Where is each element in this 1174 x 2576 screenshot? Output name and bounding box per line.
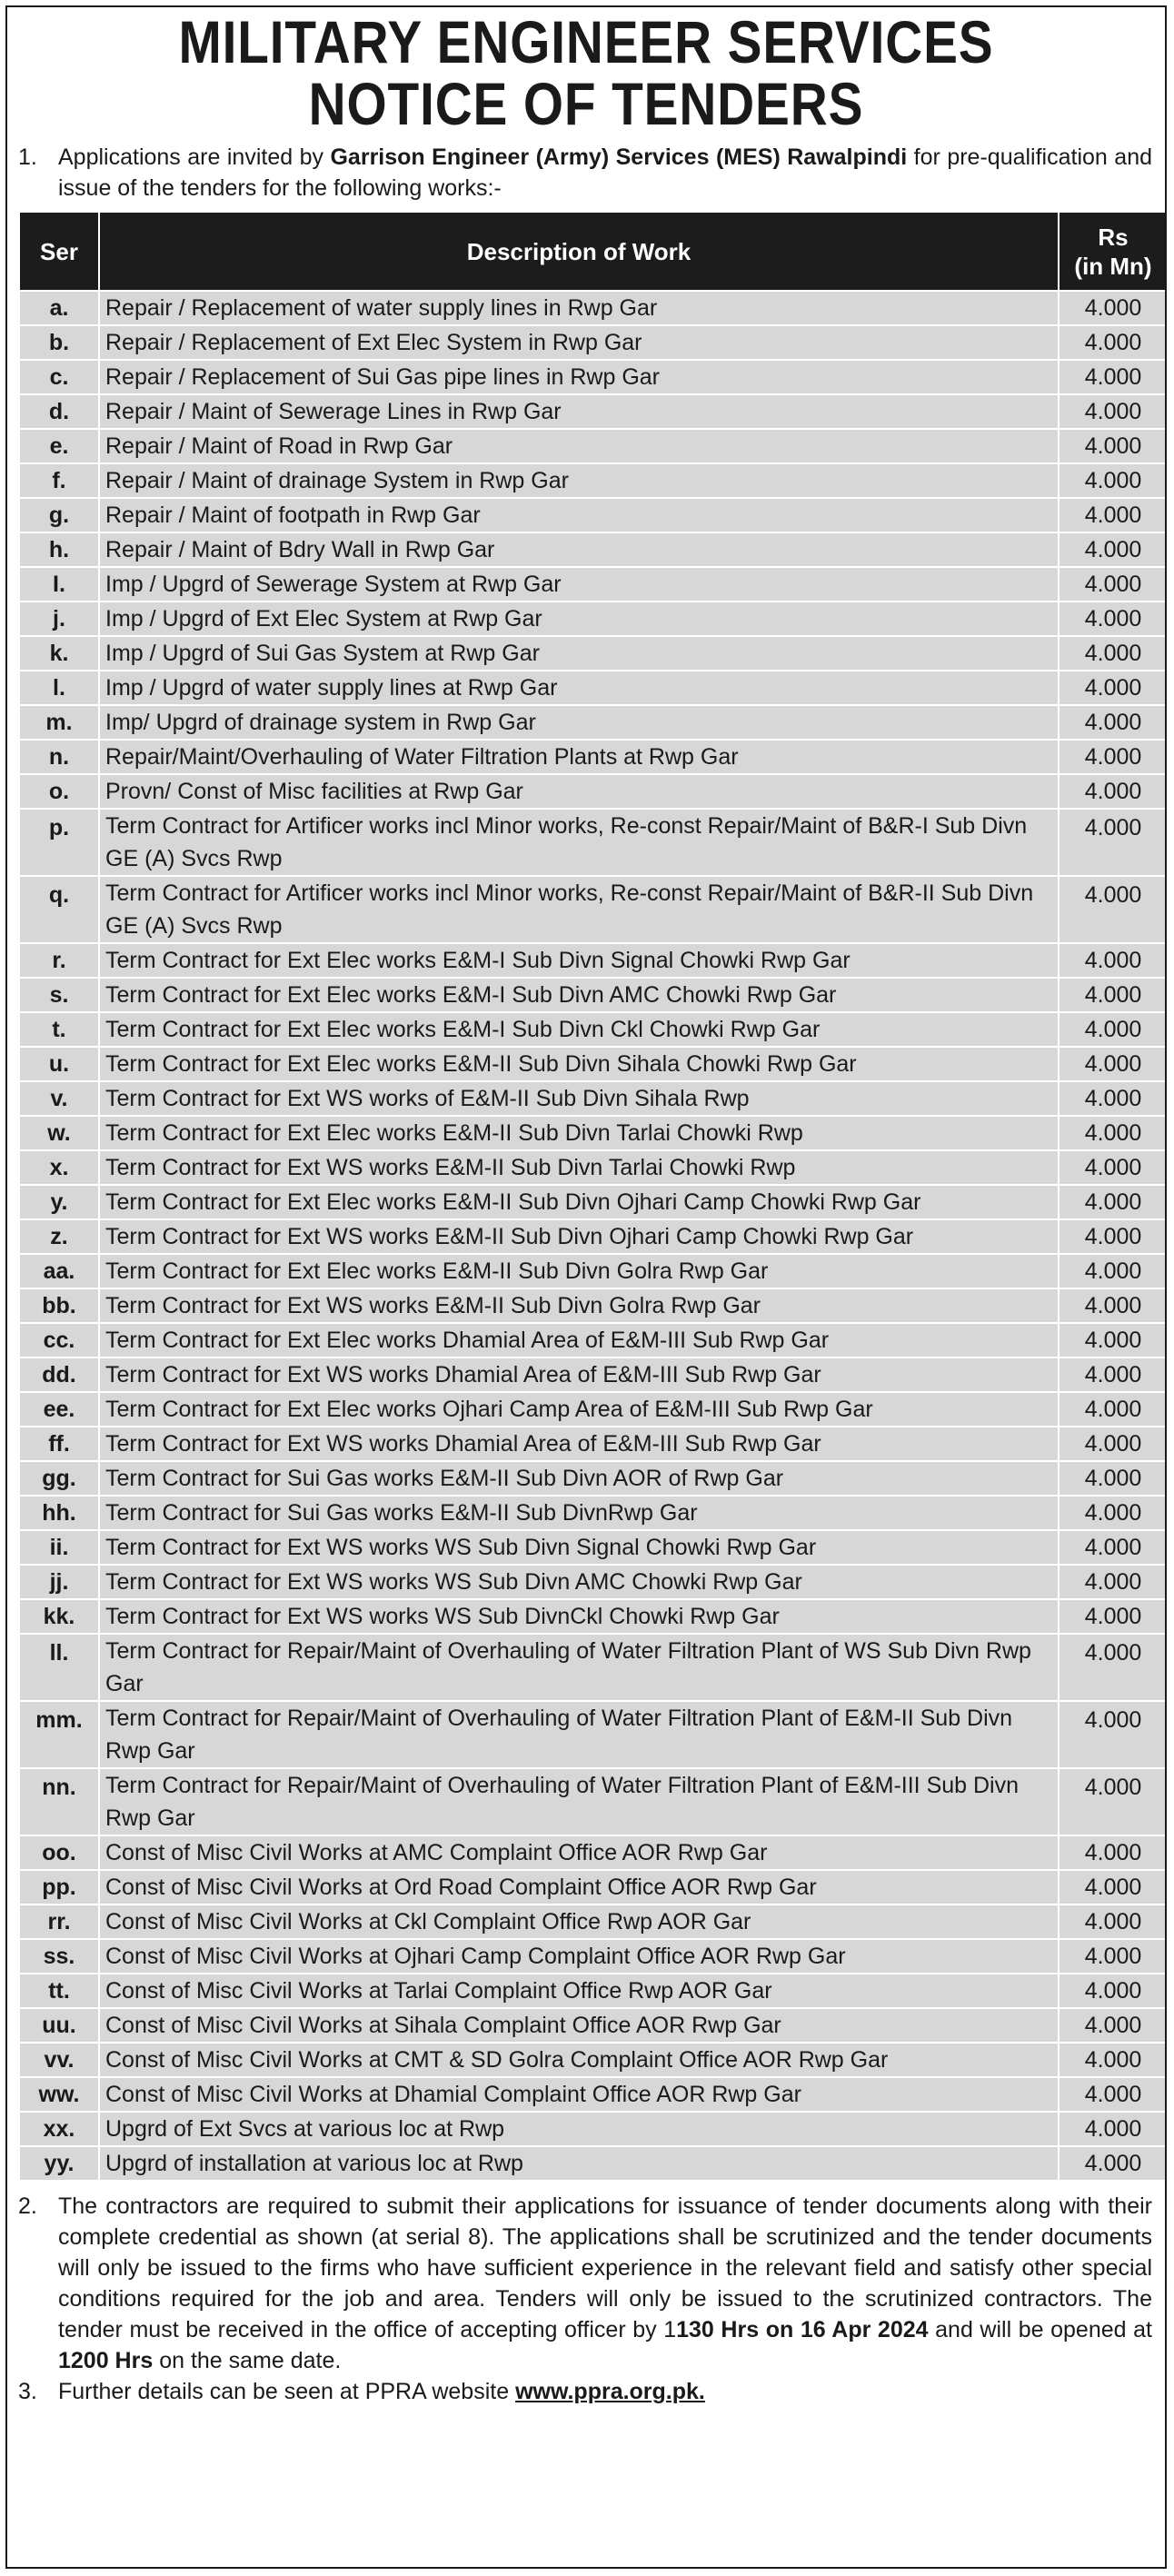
row-description: Repair / Maint of Bdry Wall in Rwp Gar (99, 532, 1059, 567)
row-amount: 4.000 (1059, 1219, 1167, 1254)
row-amount: 4.000 (1059, 636, 1167, 671)
row-amount: 4.000 (1059, 1835, 1167, 1870)
row-amount: 4.000 (1059, 1081, 1167, 1116)
row-amount: 4.000 (1059, 360, 1167, 394)
row-description: Repair / Maint of footpath in Rwp Gar (99, 498, 1059, 532)
table-row (19, 325, 1167, 360)
row-ser: e. (19, 429, 99, 463)
table-row (19, 2043, 1167, 2077)
row-description: Provn/ Const of Misc facilities at Rwp Gar (99, 774, 1059, 809)
paragraph-text: on the same date. (153, 2348, 342, 2373)
row-amount: 4.000 (1059, 809, 1167, 876)
table-row (19, 1288, 1167, 1323)
row-description: Term Contract for Ext WS works E&M-II Sub Divn Ojhari Camp Chowki Rwp Gar (99, 1219, 1059, 1254)
row-description: Imp / Upgrd of Sewerage System at Rwp Gar (99, 567, 1059, 602)
row-amount: 4.000 (1059, 1870, 1167, 1905)
paragraph-number: 3. (18, 2379, 37, 2404)
table-header-row (19, 212, 1167, 291)
row-ser: yy. (19, 2146, 99, 2181)
table-row (19, 1012, 1167, 1047)
row-amount: 4.000 (1059, 2008, 1167, 2043)
table-row (19, 463, 1167, 498)
row-amount: 4.000 (1059, 943, 1167, 978)
row-amount: 4.000 (1059, 1116, 1167, 1150)
row-amount: 4.000 (1059, 1323, 1167, 1358)
row-description: Term Contract for Ext Elec works E&M-I Sub Divn Signal Chowki Rwp Gar (99, 943, 1059, 978)
table-row (19, 1905, 1167, 1939)
row-description: Const of Misc Civil Works at AMC Complaint Office AOR Rwp Gar (99, 1835, 1059, 1870)
row-description: Term Contract for Ext Elec works E&M-II Sub Divn Ojhari Camp Chowki Rwp Gar (99, 1185, 1059, 1219)
paragraph-number: 1. (18, 144, 37, 170)
row-amount: 4.000 (1059, 1288, 1167, 1323)
row-ser: g. (19, 498, 99, 532)
row-amount: 4.000 (1059, 567, 1167, 602)
row-description: Const of Misc Civil Works at Ckl Complaint Office Rwp AOR Gar (99, 1905, 1059, 1939)
row-description: Const of Misc Civil Works at Tarlai Complaint Office Rwp AOR Gar (99, 1974, 1059, 2008)
paragraph-number: 2. (18, 2193, 37, 2219)
row-ser: ww. (19, 2077, 99, 2112)
row-description: Repair / Replacement of Ext Elec System in Rwp Gar (99, 325, 1059, 360)
row-description: Term Contract for Ext WS works Dhamial Area of E&M-III Sub Rwp Gar (99, 1358, 1059, 1392)
row-description: Repair/Maint/Overhauling of Water Filtration Plants at Rwp Gar (99, 740, 1059, 774)
row-amount: 4.000 (1059, 291, 1167, 325)
row-description: Upgrd of Ext Svcs at various loc at Rwp (99, 2112, 1059, 2146)
row-ser: gg. (19, 1461, 99, 1496)
row-description: Repair / Maint of drainage System in Rwp Gar (99, 463, 1059, 498)
table-row (19, 740, 1167, 774)
row-ser: z. (19, 1219, 99, 1254)
paragraph-text: for pre-qualification and issue of the tenders for the following works:- (58, 144, 1152, 201)
row-amount: 4.000 (1059, 671, 1167, 705)
table-row (19, 1047, 1167, 1081)
works-table (18, 211, 1167, 2182)
row-description: Term Contract for Ext Elec works E&M-II Sub Divn Sihala Chowki Rwp Gar (99, 1047, 1059, 1081)
row-description: Term Contract for Ext Elec works E&M-II Sub Divn Tarlai Chowki Rwp (99, 1116, 1059, 1150)
row-description: Repair / Maint of Sewerage Lines in Rwp Gar (99, 394, 1059, 429)
row-ser: j. (19, 602, 99, 636)
row-amount: 4.000 (1059, 1012, 1167, 1047)
row-amount: 4.000 (1059, 1358, 1167, 1392)
table-row (19, 876, 1167, 943)
table-row (19, 1254, 1167, 1288)
table-row (19, 1461, 1167, 1496)
table-row (19, 2077, 1167, 2112)
row-amount: 4.000 (1059, 602, 1167, 636)
organization-name: Garrison Engineer (Army) Services (MES) Rawalpindi (330, 144, 908, 170)
table-row (19, 360, 1167, 394)
row-amount: 4.000 (1059, 774, 1167, 809)
row-amount: 4.000 (1059, 1496, 1167, 1530)
row-amount: 4.000 (1059, 1905, 1167, 1939)
row-description: Const of Misc Civil Works at Ojhari Camp Complaint Office AOR Rwp Gar (99, 1939, 1059, 1974)
table-row (19, 602, 1167, 636)
row-description: Imp/ Upgrd of drainage system in Rwp Gar (99, 705, 1059, 740)
row-amount: 4.000 (1059, 394, 1167, 429)
paragraph-text: and will be opened at (928, 2317, 1152, 2342)
paragraph-3 (7, 2376, 1165, 2407)
row-description: Term Contract for Ext WS works WS Sub Divn Signal Chowki Rwp Gar (99, 1530, 1059, 1565)
table-row (19, 1185, 1167, 1219)
table-row (19, 1358, 1167, 1392)
paragraph-2 (7, 2191, 1165, 2376)
row-ser: mm. (19, 1701, 99, 1768)
row-ser: xx. (19, 2112, 99, 2146)
row-description: Term Contract for Ext WS works WS Sub Divn AMC Chowki Rwp Gar (99, 1565, 1059, 1599)
row-description: Term Contract for Repair/Maint of Overhauling of Water Filtration Plant of E&M-III Sub Divn Rwp Gar (99, 1768, 1059, 1835)
table-row (19, 394, 1167, 429)
row-ser: ff. (19, 1427, 99, 1461)
row-description: Term Contract for Artificer works incl Minor works, Re-const Repair/Maint of B&R-I Sub Divn GE (A) Svcs Rwp (99, 809, 1059, 876)
row-ser: o. (19, 774, 99, 809)
table-row (19, 2008, 1167, 2043)
table-row (19, 636, 1167, 671)
row-ser: ee. (19, 1392, 99, 1427)
row-ser: I. (19, 567, 99, 602)
row-ser: k. (19, 636, 99, 671)
row-ser: hh. (19, 1496, 99, 1530)
row-amount: 4.000 (1059, 532, 1167, 567)
row-amount: 4.000 (1059, 325, 1167, 360)
row-description: Const of Misc Civil Works at Ord Road Complaint Office AOR Rwp Gar (99, 1870, 1059, 1905)
row-amount: 4.000 (1059, 1565, 1167, 1599)
table-row (19, 1392, 1167, 1427)
row-ser: bb. (19, 1288, 99, 1323)
header-amount-line1: Rs (1098, 223, 1129, 251)
table-row (19, 1939, 1167, 1974)
row-amount: 4.000 (1059, 498, 1167, 532)
table-row (19, 774, 1167, 809)
tender-notice (5, 5, 1167, 2569)
row-description: Term Contract for Ext WS works of E&M-II Sub Divn Sihala Rwp (99, 1081, 1059, 1116)
row-description: Repair / Replacement of Sui Gas pipe lines in Rwp Gar (99, 360, 1059, 394)
table-row (19, 498, 1167, 532)
paragraph-1 (7, 142, 1165, 204)
row-description: Imp / Upgrd of water supply lines at Rwp Gar (99, 671, 1059, 705)
heading-organization: MILITARY ENGINEER SERVICES (178, 8, 994, 75)
row-ser: uu. (19, 2008, 99, 2043)
row-amount: 4.000 (1059, 1974, 1167, 2008)
row-description: Term Contract for Ext Elec works Dhamial Area of E&M-III Sub Rwp Gar (99, 1323, 1059, 1358)
row-description: Term Contract for Sui Gas works E&M-II Sub DivnRwp Gar (99, 1496, 1059, 1530)
row-ser: nn. (19, 1768, 99, 1835)
row-ser: jj. (19, 1565, 99, 1599)
row-amount: 4.000 (1059, 2146, 1167, 2181)
row-amount: 4.000 (1059, 978, 1167, 1012)
table-row (19, 705, 1167, 740)
row-amount: 4.000 (1059, 876, 1167, 943)
table-row (19, 1701, 1167, 1768)
row-ser: ii. (19, 1530, 99, 1565)
row-amount: 4.000 (1059, 1185, 1167, 1219)
row-description: Term Contract for Ext WS works E&M-II Sub Divn Tarlai Chowki Rwp (99, 1150, 1059, 1185)
row-ser: r. (19, 943, 99, 978)
row-description: Term Contract for Ext Elec works E&M-I Sub Divn Ckl Chowki Rwp Gar (99, 1012, 1059, 1047)
row-description: Term Contract for Artificer works incl Minor works, Re-const Repair/Maint of B&R-II Sub Divn GE (A) Svcs Rwp (99, 876, 1059, 943)
table-row (19, 1530, 1167, 1565)
row-ser: tt. (19, 1974, 99, 2008)
table-row (19, 2146, 1167, 2181)
row-ser: vv. (19, 2043, 99, 2077)
row-description: Term Contract for Ext WS works Dhamial Area of E&M-III Sub Rwp Gar (99, 1427, 1059, 1461)
row-amount: 4.000 (1059, 1427, 1167, 1461)
table-row (19, 1081, 1167, 1116)
row-ser: f. (19, 463, 99, 498)
row-amount: 4.000 (1059, 1768, 1167, 1835)
row-amount: 4.000 (1059, 1254, 1167, 1288)
row-amount: 4.000 (1059, 1939, 1167, 1974)
table-row (19, 2112, 1167, 2146)
table-row (19, 532, 1167, 567)
row-description: Term Contract for Ext Elec works E&M-I Sub Divn AMC Chowki Rwp Gar (99, 978, 1059, 1012)
table-row (19, 1565, 1167, 1599)
table-row (19, 1427, 1167, 1461)
table-row (19, 1219, 1167, 1254)
row-ser: rr. (19, 1905, 99, 1939)
row-amount: 4.000 (1059, 1392, 1167, 1427)
row-ser: dd. (19, 1358, 99, 1392)
row-ser: n. (19, 740, 99, 774)
row-description: Term Contract for Ext WS works E&M-II Sub Divn Golra Rwp Gar (99, 1288, 1059, 1323)
row-ser: b. (19, 325, 99, 360)
row-ser: c. (19, 360, 99, 394)
row-ser: a. (19, 291, 99, 325)
row-amount: 4.000 (1059, 740, 1167, 774)
row-amount: 4.000 (1059, 1599, 1167, 1634)
table-row (19, 1835, 1167, 1870)
row-amount: 4.000 (1059, 463, 1167, 498)
row-ser: l. (19, 671, 99, 705)
row-ser: h. (19, 532, 99, 567)
row-ser: kk. (19, 1599, 99, 1634)
table-row (19, 567, 1167, 602)
row-ser: y. (19, 1185, 99, 1219)
table-row (19, 1870, 1167, 1905)
ppra-website-link[interactable]: www.ppra.org.pk. (515, 2379, 705, 2404)
row-description: Imp / Upgrd of Sui Gas System at Rwp Gar (99, 636, 1059, 671)
table-row (19, 1116, 1167, 1150)
row-amount: 4.000 (1059, 1634, 1167, 1701)
row-amount: 4.000 (1059, 1150, 1167, 1185)
row-description: Imp / Upgrd of Ext Elec System at Rwp Gar (99, 602, 1059, 636)
row-ser: cc. (19, 1323, 99, 1358)
row-amount: 4.000 (1059, 1461, 1167, 1496)
row-description: Term Contract for Ext WS works WS Sub DivnCkl Chowki Rwp Gar (99, 1599, 1059, 1634)
row-description: Term Contract for Repair/Maint of Overhauling of Water Filtration Plant of WS Sub Divn Rwp Gar (99, 1634, 1059, 1701)
header-amount-line2: (in Mn) (1074, 252, 1152, 280)
row-amount: 4.000 (1059, 1701, 1167, 1768)
row-ser: q. (19, 876, 99, 943)
heading-notice: NOTICE OF TENDERS (308, 70, 864, 137)
header-description: Description of Work (99, 212, 1059, 291)
row-ser: ll. (19, 1634, 99, 1701)
table-row (19, 1496, 1167, 1530)
row-ser: v. (19, 1081, 99, 1116)
table-row (19, 978, 1167, 1012)
row-description: Term Contract for Ext Elec works E&M-II Sub Divn Golra Rwp Gar (99, 1254, 1059, 1288)
table-row (19, 291, 1167, 325)
row-description: Const of Misc Civil Works at Sihala Complaint Office AOR Rwp Gar (99, 2008, 1059, 2043)
header-ser: Ser (19, 212, 99, 291)
table-row (19, 1599, 1167, 1634)
table-row (19, 1768, 1167, 1835)
row-ser: aa. (19, 1254, 99, 1288)
deadline-time: 130 Hrs on 16 Apr 2024 (676, 2317, 929, 2342)
table-row (19, 1150, 1167, 1185)
table-row (19, 943, 1167, 978)
row-ser: t. (19, 1012, 99, 1047)
row-ser: x. (19, 1150, 99, 1185)
row-amount: 4.000 (1059, 2077, 1167, 2112)
table-row (19, 1634, 1167, 1701)
row-description: Const of Misc Civil Works at Dhamial Complaint Office AOR Rwp Gar (99, 2077, 1059, 2112)
opening-time: 1200 Hrs (58, 2348, 154, 2373)
row-ser: pp. (19, 1870, 99, 1905)
table-row (19, 1974, 1167, 2008)
row-amount: 4.000 (1059, 2112, 1167, 2146)
row-ser: p. (19, 809, 99, 876)
row-description: Term Contract for Ext Elec works Ojhari Camp Area of E&M-III Sub Rwp Gar (99, 1392, 1059, 1427)
row-amount: 4.000 (1059, 429, 1167, 463)
table-row (19, 429, 1167, 463)
table-row (19, 809, 1167, 876)
row-description: Term Contract for Sui Gas works E&M-II Sub Divn AOR of Rwp Gar (99, 1461, 1059, 1496)
row-description: Const of Misc Civil Works at CMT & SD Golra Complaint Office AOR Rwp Gar (99, 2043, 1059, 2077)
header-amount (1059, 212, 1167, 291)
row-ser: s. (19, 978, 99, 1012)
row-ser: oo. (19, 1835, 99, 1870)
paragraph-text: Further details can be seen at PPRA website (58, 2379, 516, 2404)
row-ser: u. (19, 1047, 99, 1081)
row-ser: d. (19, 394, 99, 429)
table-row (19, 1323, 1167, 1358)
row-description: Term Contract for Repair/Maint of Overhauling of Water Filtration Plant of E&M-II Sub Divn Rwp Gar (99, 1701, 1059, 1768)
table-row (19, 671, 1167, 705)
row-amount: 4.000 (1059, 2043, 1167, 2077)
paragraph-text: Applications are invited by (58, 144, 331, 170)
row-amount: 4.000 (1059, 705, 1167, 740)
row-description: Repair / Maint of Road in Rwp Gar (99, 429, 1059, 463)
row-amount: 4.000 (1059, 1047, 1167, 1081)
row-ser: m. (19, 705, 99, 740)
row-amount: 4.000 (1059, 1530, 1167, 1565)
row-ser: w. (19, 1116, 99, 1150)
paragraph-text: The contractors are required to submit their applications for issuance of tender documents along with their complete credential as shown (at serial 8). The applications shall be scrutinized and the tender documents will only be issued to the firms who have sufficient experience in the relevant field and satisfy other special conditions required for the job and area. Tenders will only be issued to the scrutinized contractors. The tender must be received in the office of accepting officer by 1 (58, 2193, 1152, 2342)
row-description: Repair / Replacement of water supply lines in Rwp Gar (99, 291, 1059, 325)
row-description: Upgrd of installation at various loc at Rwp (99, 2146, 1059, 2181)
row-ser: ss. (19, 1939, 99, 1974)
